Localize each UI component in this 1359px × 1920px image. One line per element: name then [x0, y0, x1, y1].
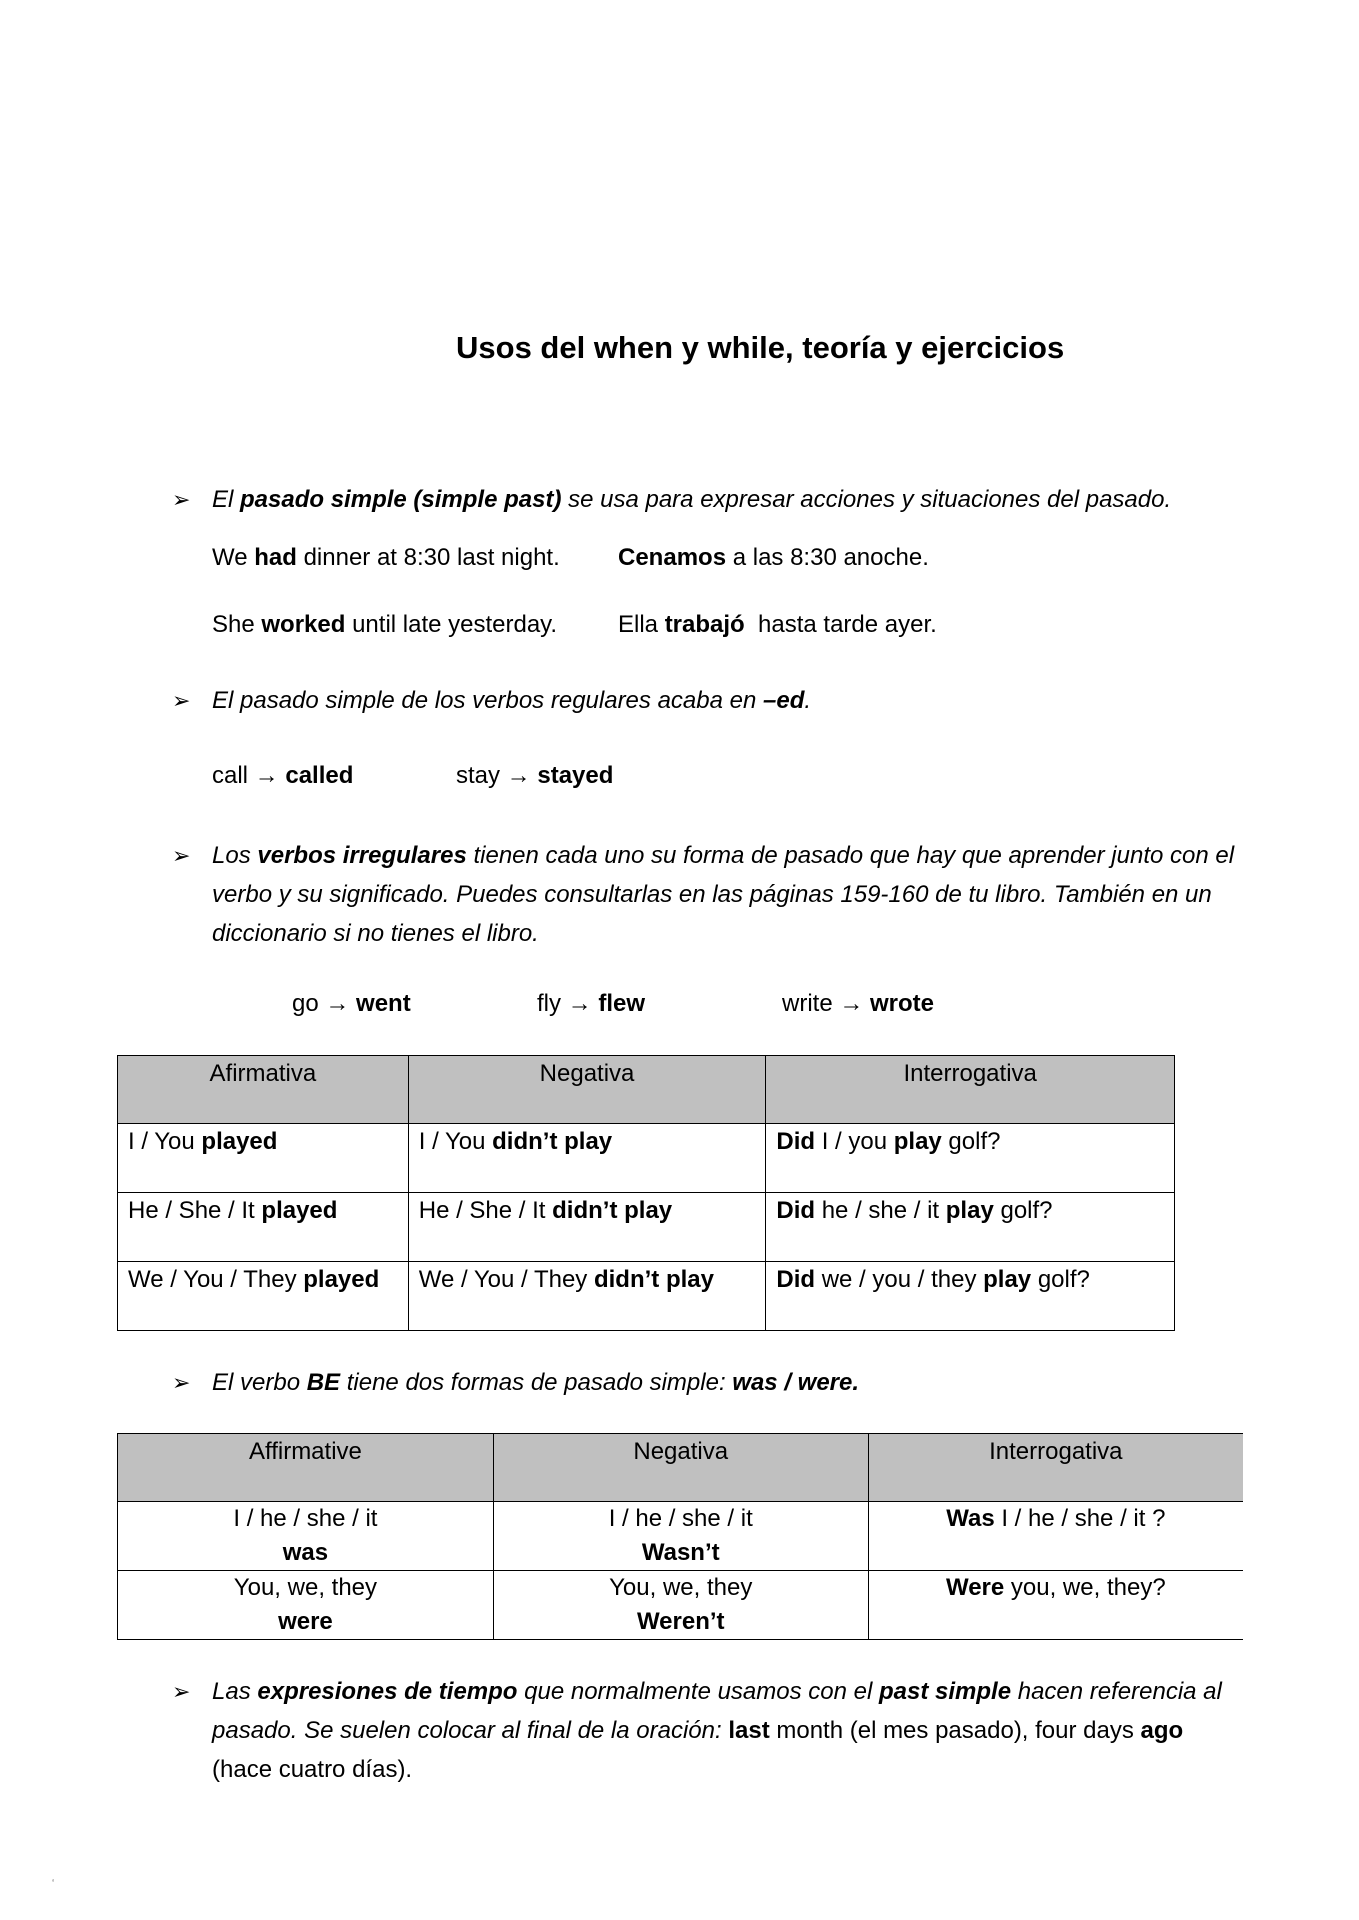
example-fly: fly → flew	[537, 990, 646, 1017]
table-header: Affirmative	[118, 1434, 494, 1502]
bullet-simple-past	[172, 480, 1242, 519]
text: se usa para expresar acciones y situaciones del pasado.	[561, 486, 1172, 513]
bullet-irregular-verbs: ➢ Los verbos irregulares tienen cada uno su forma de pasado que hay que aprender junto con el verbo y su significado. Puedes consultarlas en las páginas 159-160 de tu libro. También en un diccionario si no tienes el libro.	[172, 836, 1242, 953]
example-write: write → wrote	[782, 990, 935, 1017]
regular-verbs-table	[117, 1055, 1175, 1331]
table-header: Afirmativa	[118, 1056, 409, 1124]
table-row: You, we, they were You, we, they Weren’t Were you, we, they?	[118, 1571, 1244, 1640]
page-title: Usos del when y while, teoría y ejercicios	[456, 330, 1065, 365]
arrow-bullet-icon: ➢	[172, 487, 191, 512]
table-row: I / You played I / You didn’t play Did I / you play golf?	[118, 1124, 1175, 1193]
bold-text: pasado simple (simple past)	[240, 486, 562, 513]
example-es-1: Cenamos a las 8:30 anoche.	[618, 544, 929, 571]
table-header: Interrogativa	[766, 1056, 1175, 1124]
table-header: Negativa	[493, 1434, 868, 1502]
table-row: I / he / she / it was I / he / she / it Wasn’t Was I / he / she / it ?	[118, 1502, 1244, 1571]
arrow-bullet-icon: ➢	[172, 843, 191, 868]
example-go: go → went	[292, 990, 411, 1017]
text: El	[212, 486, 241, 513]
arrow-bullet-icon: ➢	[172, 1679, 191, 1704]
example-stay: stay → stayed	[456, 762, 614, 789]
example-call: call → called	[212, 762, 354, 789]
example-es-2: Ella trabajó hasta tarde ayer.	[618, 611, 937, 638]
bullet-verb-be: ➢ El verbo BE tiene dos formas de pasado simple: was / were.	[172, 1363, 1242, 1402]
verb-be-table	[117, 1433, 1243, 1640]
example-en-2: She worked until late yesterday.	[212, 611, 558, 638]
arrow-bullet-icon: ➢	[172, 1370, 191, 1395]
table-row: We / You / They played We / You / They didn’t play Did we / you / they play golf?	[118, 1262, 1175, 1331]
table-header: Negativa	[408, 1056, 766, 1124]
arrow-bullet-icon: ➢	[172, 688, 191, 713]
table-header: Interrogativa	[868, 1434, 1243, 1502]
example-en-1: We had dinner at 8:30 last night.	[212, 544, 560, 571]
table-row: He / She / It played He / She / It didn’t play Did he / she / it play golf?	[118, 1193, 1175, 1262]
bullet-time-expressions: ➢ Las expresiones de tiempo que normalmente usamos con el past simple hacen referencia al pasado. Se suelen colocar al final de la oración: last month (el mes pasado), four days ago (hace cuatro días).	[172, 1672, 1242, 1789]
corner-mark: ‘	[52, 1878, 55, 1889]
bullet-regular-verbs: ➢ El pasado simple de los verbos regulares acaba en –ed.	[172, 681, 1242, 720]
